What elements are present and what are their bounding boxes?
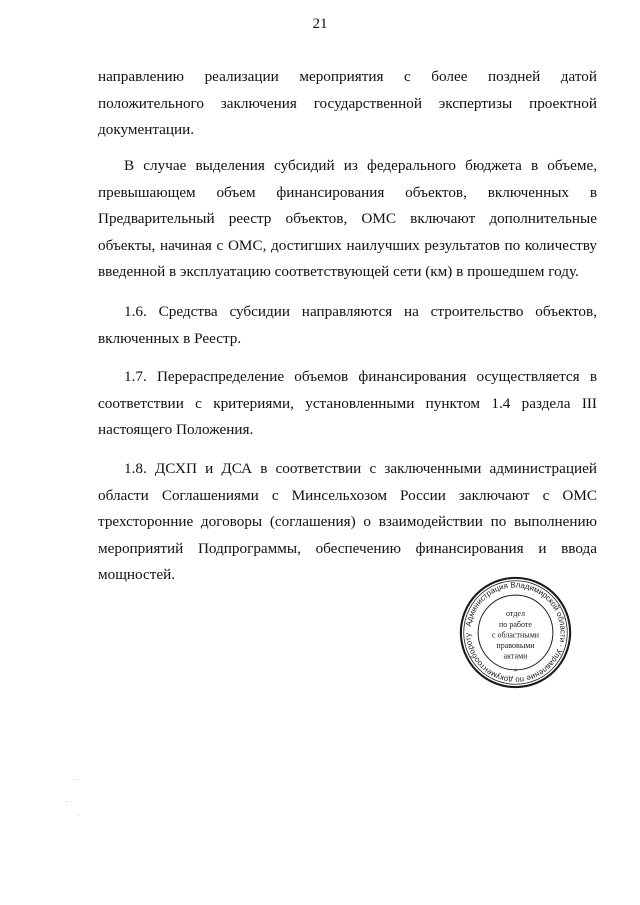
seal-text-line: с областными [491, 630, 540, 640]
text-line: соответствии с критериями, установленными пунктом 1.4 раздела III [98, 394, 597, 412]
text-line: настоящего Положения. [98, 421, 254, 438]
text-line: положительного заключения государственной экспертизы проектной [98, 94, 597, 112]
text-line: 1.6. Средства субсидии направляются на строительство объектов, [124, 303, 597, 320]
seal-text-line: по работе [499, 619, 532, 629]
seal-center-text [492, 609, 540, 660]
text-line: 1.8. ДСХП и ДСА в соответствии с заключенными администрацией [124, 460, 597, 477]
paragraph-subsidies [98, 153, 597, 286]
text-line: объекты, начиная с ОМС, достигших наилучших результатов по количеству [98, 236, 597, 254]
text-line: превышающем объем финансирования объектов, включенных в [98, 183, 597, 201]
text-line: трехсторонние договоры (соглашения) о взаимодействии по выполнению [98, 513, 597, 530]
seal-ring-text: Администрация Владимирской области · Управление по документообороту [463, 580, 568, 685]
seal-text-line: отдел [506, 609, 525, 619]
scan-speckle: · · [72, 776, 79, 784]
seal-text-line: актами [503, 651, 528, 661]
text-line: мощностей. [98, 566, 176, 583]
seal-star: * [513, 666, 518, 677]
text-line: включенных в Реестр. [98, 329, 242, 347]
paragraph-continuation [98, 64, 597, 144]
seal-text-line: правовыми [496, 640, 535, 650]
page-number: 21 [312, 16, 328, 32]
scan-speckle: · [78, 812, 81, 820]
text-line: 1.7. Перераспределение объемов финансирования осуществляется в [124, 368, 597, 385]
text-line: введенной в эксплуатацию соответствующей сети (км) в прошедшем году. [98, 263, 579, 280]
text-line: В случае выделения субсидий из федерального бюджета в объеме, [124, 157, 597, 174]
text-line: области Соглашениями с Минсельхозом России заключают с ОМС [98, 486, 597, 504]
text-line: документации. [98, 121, 195, 138]
paragraph-1-6 [98, 299, 597, 352]
text-line: мероприятий Подпрограммы, обеспечению финансирования и ввода [98, 539, 597, 557]
scan-speckle: · · [66, 798, 73, 806]
paragraph-1-8 [98, 456, 597, 589]
official-seal-stamp [458, 575, 573, 690]
text-line: Предварительный реестр объектов, ОМС включают дополнительные [98, 210, 597, 227]
paragraph-1-7 [98, 364, 597, 444]
text-line: направлению реализации мероприятия с более поздней датой [98, 68, 597, 85]
